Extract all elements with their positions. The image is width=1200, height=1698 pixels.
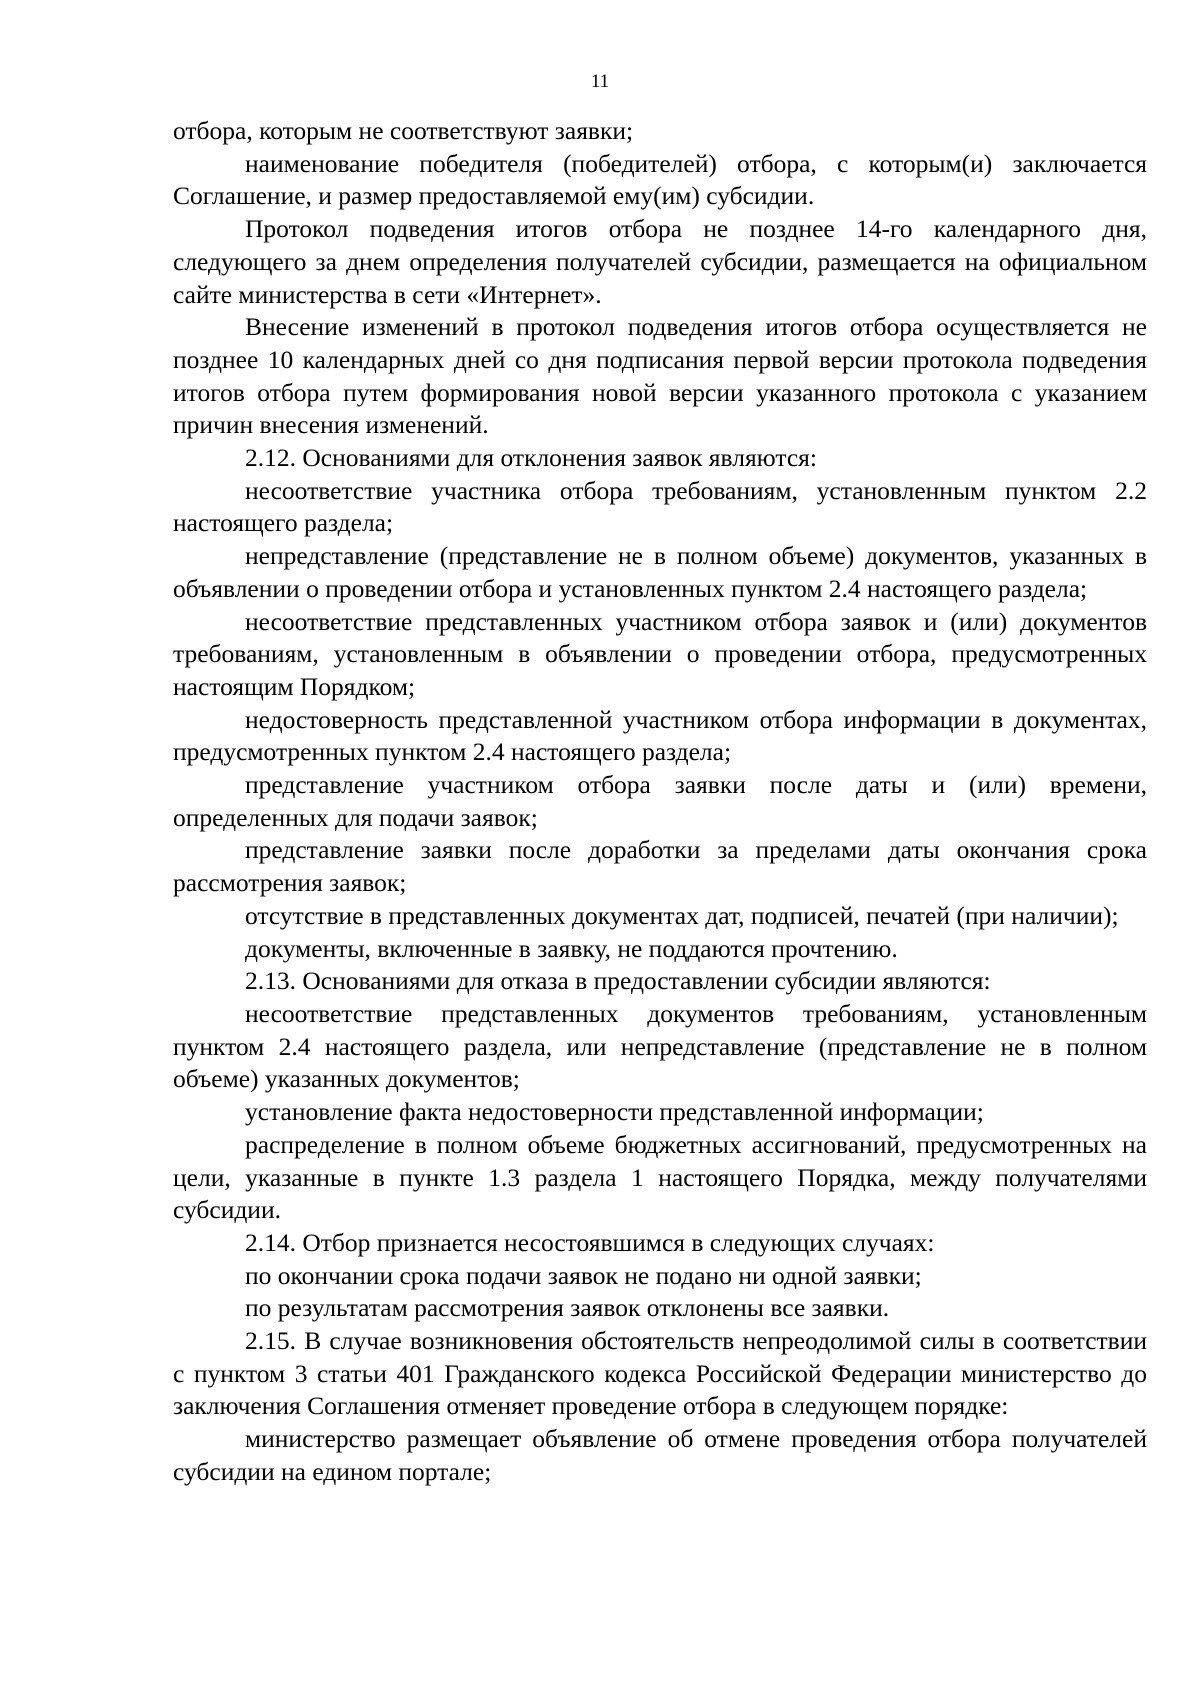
- list-item: установление факта недостоверности представленной информации;: [245, 1097, 984, 1127]
- list-item: несоответствие представленных участником отбора заявок и (или) документов требованиям, установленным в объявлении о проведении отбора, предусмотренных настоящим Порядком;: [173, 606, 1147, 701]
- list-item: документы, включенные в заявку, не поддаются прочтению.: [245, 933, 898, 963]
- section-heading-2-15: 2.15. В случае возникновения обстоятельств непреодолимой силы в соответствии с пунктом 3 статьи 401 Гражданского кодекса Российской Федерации министерство до заключения Соглашения отменяет проведение отбора в следующем порядке:: [173, 1326, 1147, 1421]
- list-item: несоответствие участника отбора требованиям, установленным пунктом 2.2 настоящего раздела;: [173, 475, 1147, 538]
- page-number: 11: [590, 71, 610, 92]
- list-item: представление участником отбора заявки после даты и (или) времени, определенных для подачи заявок;: [173, 770, 1147, 832]
- section-heading-2-13: 2.13. Основаниями для отказа в предоставлении субсидии являются:: [245, 966, 991, 996]
- list-item: по окончании срока подачи заявок не подано ни одной заявки;: [245, 1260, 922, 1290]
- list-item: представление заявки после доработки за пределами даты окончания срока рассмотрения заявок;: [173, 835, 1147, 898]
- section-heading-2-12: 2.12. Основаниями для отклонения заявок являются:: [245, 443, 817, 473]
- paragraph: наименование победителя (победителей) отбора, с которым(и) заключается Соглашение, и размер предоставляемой ему(им) субсидии.: [173, 148, 1147, 211]
- paragraph: Внесение изменений в протокол подведения итогов отбора осуществляется не позднее 10 календарных дней со дня подписания первой версии протокола подведения итогов отбора путем формирования новой версии указанного протокола с указанием причин внесения изменений.: [173, 312, 1147, 440]
- list-item: министерство размещает объявление об отмене проведения отбора получателей субсидии на едином портале;: [173, 1424, 1147, 1486]
- list-item: непредставление (представление не в полном объеме) документов, указанных в объявлении о проведении отбора и установленных пунктом 2.4 настоящего раздела;: [173, 541, 1147, 603]
- list-item: распределение в полном объеме бюджетных ассигнований, предусмотренных на цели, указанные в пункте 1.3 раздела 1 настоящего Порядка, между получателями субсидии.: [173, 1129, 1147, 1225]
- paragraph: отбора, которым не соответствуют заявки;: [173, 116, 634, 145]
- paragraph: Протокол подведения итогов отбора не позднее 14-го календарного дня, следующего за днем определения получателей субсидии, размещается на официальном сайте министерства в сети «Интернет».: [173, 214, 1147, 309]
- list-item: по результатам рассмотрения заявок отклонены все заявки.: [245, 1293, 890, 1323]
- list-item: недостоверность представленной участником отбора информации в документах, предусмотренных пунктом 2.4 настоящего раздела;: [173, 704, 1147, 767]
- list-item: отсутствие в представленных документах дат, подписей, печатей (при наличии);: [245, 900, 1119, 930]
- section-heading-2-14: 2.14. Отбор признается несостоявшимся в следующих случаях:: [245, 1227, 935, 1257]
- list-item: несоответствие представленных документов требованиям, установленным пунктом 2.4 настоящего раздела, или непредставление (представление не в полном объеме) указанных документов;: [173, 998, 1147, 1094]
- document-body: [173, 115, 1147, 1489]
